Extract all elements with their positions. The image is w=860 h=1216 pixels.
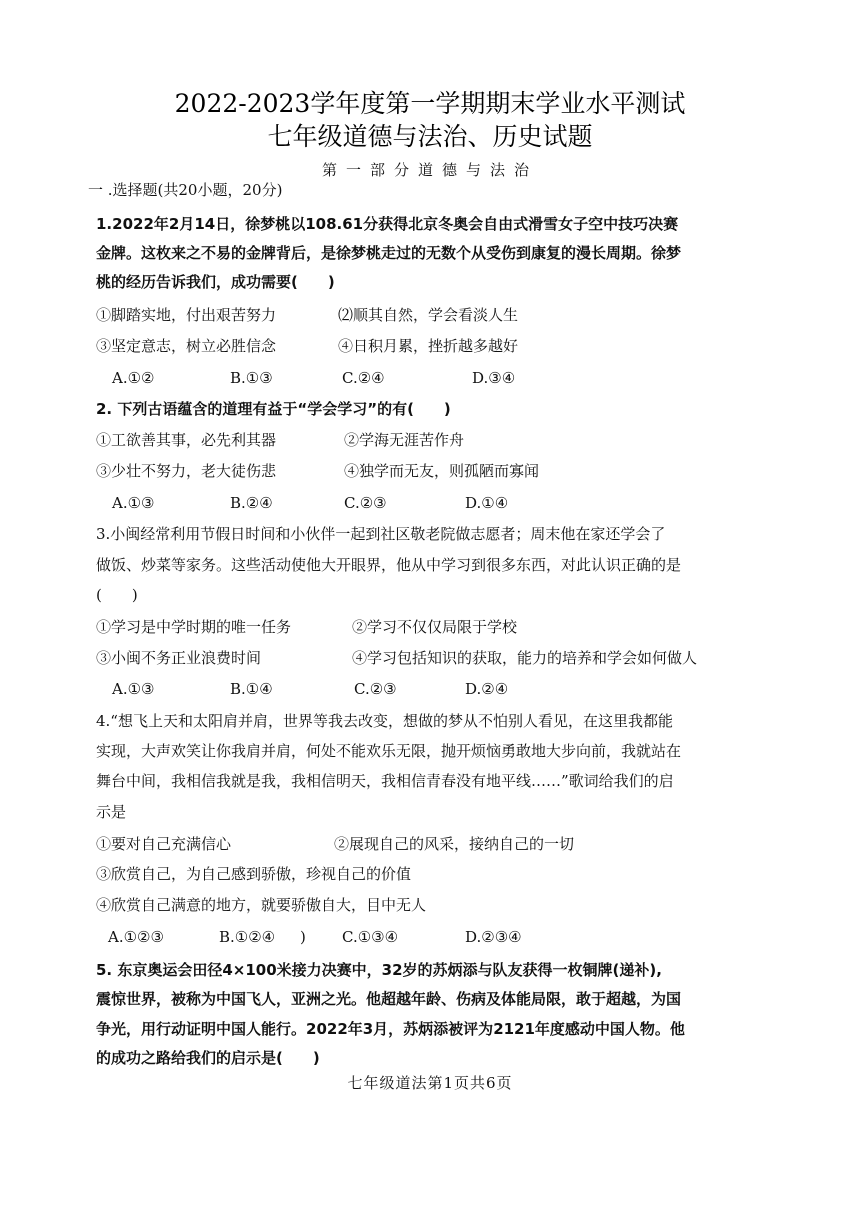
q1-stem-line1: 1.2022年2月14日，徐梦桃以108.61分获得北京冬奥会自由式滑雪女子空中技巧决赛 — [96, 215, 679, 233]
q1-item-2: ⑵顺其自然，学会看淡人生 — [338, 306, 519, 324]
q3-stem-line3: ( ) — [96, 586, 138, 604]
q1-option-a: A.①② — [112, 369, 155, 387]
page-footer: 七年级道法第1页共6页 — [347, 1074, 513, 1092]
q4-stray-paren: ) — [300, 928, 306, 946]
q4-stem-line4: 示是 — [96, 803, 127, 821]
q1-item-4: ④日积月累，挫折越多越好 — [338, 337, 519, 355]
q3-stem-line2: 做饭、炒菜等家务。这些活动使他大开眼界，他从中学习到很多东西，对此认识正确的是 — [96, 556, 682, 574]
q1-item-1: ①脚踏实地，付出艰苦努力 — [96, 306, 277, 324]
q2-item-2: ②学海无涯苦作舟 — [344, 431, 465, 449]
q1-option-b: B.①③ — [230, 369, 273, 387]
exam-title: 2022-2023学年度第一学期期末学业水平测试 — [174, 89, 686, 118]
q4-item-2: ②展现自己的风采，接纳自己的一切 — [334, 835, 575, 853]
q4-item-1: ①要对自己充满信心 — [96, 835, 232, 853]
q3-item-4: ④学习包括知识的获取，能力的培养和学会如何做人 — [352, 649, 698, 667]
q2-item-3: ③少壮不努力，老大徒伤悲 — [96, 462, 277, 480]
q5-stem-line3: 争光，用行动证明中国人能行。2022年3月，苏炳添被评为2121年度感动中国人物。他 — [96, 1020, 685, 1038]
q4-stem-line2: 实现，大声欢笑让你我肩并肩，何处不能欢乐无限，抛开烦恼勇敢地大步向前，我就站在 — [96, 742, 682, 760]
q3-stem-line1: 3.小闽经常利用节假日时间和小伙伴一起到社区敬老院做志愿者；周末他在家还学会了 — [96, 525, 666, 543]
q1-stem-line2: 金牌。这枚来之不易的金牌背后，是徐梦桃走过的无数个从受伤到康复的漫长周期。徐梦 — [96, 244, 682, 262]
q2-option-c: C.②③ — [344, 494, 387, 512]
q3-option-d: D.②④ — [465, 680, 509, 698]
q3-option-a: A.①③ — [112, 680, 155, 698]
exam-subtitle: 七年级道德与法治、历史试题 — [267, 122, 593, 151]
q2-option-d: D.①④ — [465, 494, 509, 512]
q2-option-a: A.①③ — [112, 494, 155, 512]
q4-stem-line1: 4.“想飞上天和太阳肩并肩，世界等我去改变，想做的梦从不怕别人看见，在这里我都能 — [96, 712, 673, 730]
q4-stem-line3: 舞台中间，我相信我就是我，我相信明天，我相信青春没有地平线……”歌词给我们的启 — [96, 772, 674, 790]
q3-item-2: ②学习不仅仅局限于学校 — [352, 618, 518, 636]
q4-option-d: D.②③④ — [465, 928, 522, 946]
q1-option-d: D.③④ — [472, 369, 516, 387]
q3-item-1: ①学习是中学时期的唯一任务 — [96, 618, 292, 636]
q4-item-3: ③欣赏自己，为自己感到骄傲，珍视自己的价值 — [96, 865, 412, 883]
q1-item-3: ③坚定意志，树立必胜信念 — [96, 337, 277, 355]
q3-option-b: B.①④ — [230, 680, 273, 698]
q1-stem-line3: 桃的经历告诉我们，成功需要( ) — [96, 273, 335, 291]
q5-stem-line1: 5. 东京奥运会田径4×100米接力决赛中，32岁的苏炳添与队友获得一枚铜牌(递补), — [96, 961, 662, 979]
section-heading: 一 .选择题(共20小题，20分) — [88, 181, 283, 199]
q4-option-c: C.①③④ — [342, 928, 399, 946]
part-label: 第一部分道德与法治 — [321, 161, 538, 179]
q4-option-a: A.①②③ — [108, 928, 164, 946]
q4-item-4: ④欣赏自己满意的地方，就要骄傲自大，目中无人 — [96, 896, 427, 914]
q4-option-b: B.①②④ — [219, 928, 276, 946]
q3-item-3: ③小闽不务正业浪费时间 — [96, 649, 262, 667]
q2-item-1: ①工欲善其事，必先利其器 — [96, 431, 277, 449]
q2-option-b: B.②④ — [230, 494, 273, 512]
q5-stem-line4: 的成功之路给我们的启示是( ) — [96, 1049, 320, 1067]
q5-stem-line2: 震惊世界，被称为中国飞人，亚洲之光。他超越年龄、伤病及体能局限，敢于超越，为国 — [96, 990, 682, 1008]
q1-option-c: C.②④ — [342, 369, 385, 387]
q2-item-4: ④独学而无友，则孤陋而寡闻 — [344, 462, 540, 480]
q2-stem: 2. 下列古语蕴含的道理有益于“学会学习”的有( ) — [96, 400, 451, 418]
q3-option-c: C.②③ — [354, 680, 397, 698]
